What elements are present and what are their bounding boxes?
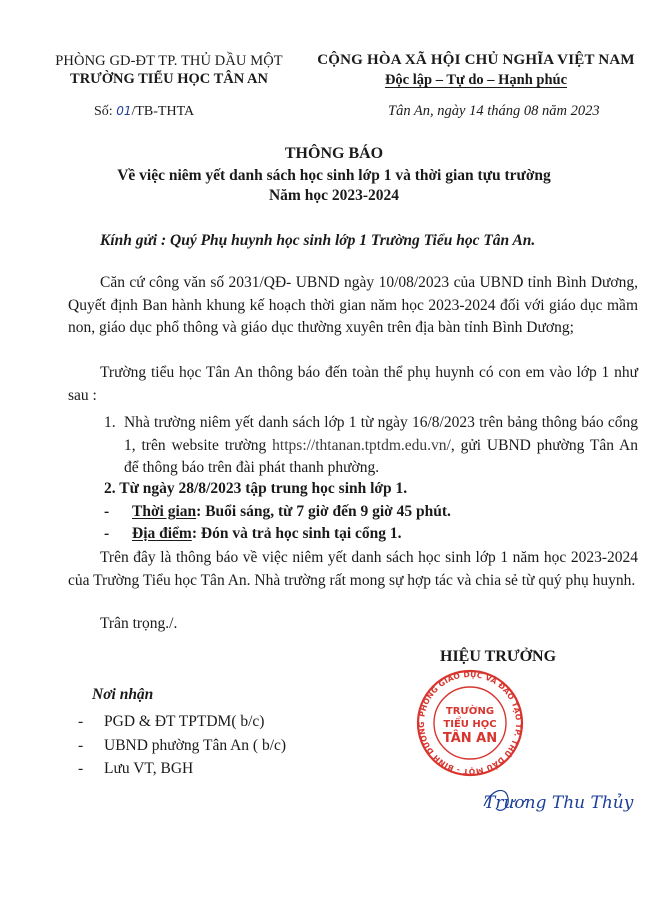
signer-name: Trương Thu Thủy <box>484 793 634 813</box>
time-dash: - <box>104 503 110 520</box>
greeting-recipient: Quý Phụ huynh học sinh lớp 1 Trường Tiểu học Tân An. <box>170 232 536 249</box>
handwritten-signature <box>478 778 634 822</box>
paragraph-legal-basis: Căn cứ công văn số 2031/QĐ- UBND ngày 10/08/2023 của UBND tỉnh Bình Dương, Quyết định Ban hành khung kế hoạch thời gian năm học 2023-2024 đối với giáo dục mầm non, giáo dục phổ thông và giáo dục thường xuyên trên địa bàn tỉnh Bình Dương; <box>68 274 638 336</box>
closing-line: Trân trọng./. <box>100 615 178 632</box>
schedule-place <box>104 525 402 543</box>
stamp-inner-text-1: TRƯỜNG <box>445 706 495 717</box>
schedule-time <box>104 503 451 521</box>
list-item-1-text: Nhà trường niêm yết danh sách lớp 1 từ ngày 16/8/2023 trên bảng thông báo cổng 1, trên website trường <box>124 414 638 454</box>
list-item-1 <box>100 412 638 480</box>
list-item-2 <box>104 480 407 498</box>
time-label: Thời gian <box>132 503 197 520</box>
recipient-item: - Lưu VT, BGH <box>78 760 194 777</box>
national-header <box>300 50 652 90</box>
recipient-item: - UBND phường Tân An ( b/c) <box>78 736 287 754</box>
greeting <box>100 232 535 250</box>
doc-number-suffix: /TB-THTA <box>131 104 195 119</box>
notice-title: THÔNG BÁO <box>284 145 384 162</box>
stamp-inner-text-3: TÂN AN <box>442 731 498 746</box>
list-item-2-number: 2. <box>104 480 116 497</box>
list-item-1-text-end: , gửi UBND phường Tân An để thông báo trên đài phát thanh phường. <box>124 436 638 476</box>
website-link[interactable]: https://thtanan.tptdm.edu.vn/ <box>272 436 451 454</box>
stamp-outer-text: PHÒNG GIÁO DỤC VÀ ĐÀO TẠO TP. THỦ DẦU MỘT - BÌNH DƯƠNG <box>416 669 524 777</box>
place-label: Địa điểm <box>132 525 192 542</box>
issuer-header <box>44 52 294 88</box>
notice-subtitle: Về việc niêm yết danh sách học sinh lớp 1 và thời gian tựu trường <box>117 167 551 184</box>
place-dash: - <box>104 525 110 542</box>
recipients-title: Nơi nhận <box>92 686 154 703</box>
list-item-2-text: Từ ngày 28/8/2023 tập trung học sinh lớp 1. <box>119 480 408 497</box>
official-stamp <box>390 668 550 778</box>
greeting-label: Kính gửi : <box>100 232 167 249</box>
stamp-inner-text-2: TIỂU HỌC <box>443 719 497 730</box>
paragraph-announcement: Trường tiểu học Tân An thông báo đến toàn thể phụ huynh có con em vào lớp 1 như sau : <box>68 364 638 404</box>
national-motto: Độc lập – Tự do – Hạnh phúc <box>384 72 568 88</box>
doc-number-handwritten: 01 <box>116 104 132 118</box>
recipient-item: - PGD & ĐT TPTDM( b/c) <box>78 713 265 730</box>
issuer-org: PHÒNG GD-ĐT TP. THỦ DẦU MỘT <box>55 53 283 69</box>
document-number <box>94 104 194 120</box>
principal-title: HIỆU TRƯỞNG <box>440 648 557 665</box>
time-value: : Buổi sáng, từ 7 giờ đến 9 giờ 45 phút. <box>196 503 451 520</box>
doc-number-prefix: Số: <box>94 104 113 119</box>
notice-school-year: Năm học 2023-2024 <box>268 187 400 204</box>
nation-title: CỘNG HÒA XÃ HỘI CHỦ NGHĨA VIỆT NAM <box>317 52 635 68</box>
issuer-school: TRƯỜNG TIỂU HỌC TÂN AN <box>70 71 268 87</box>
recipients-list <box>78 710 286 781</box>
place-value: : Đón và trả học sinh tại cổng 1. <box>191 525 402 542</box>
paragraph-summary: Trên đây là thông báo về việc niêm yết danh sách học sinh lớp 1 năm học 2023-2024 của Trường Tiểu học Tân An. Nhà trường rất mong sự hợp tác và chia sẻ từ quý phụ huynh. <box>68 549 638 589</box>
document-date: Tân An, ngày 14 tháng 08 năm 2023 <box>388 103 600 119</box>
list-item-1-number: 1. <box>104 414 116 431</box>
